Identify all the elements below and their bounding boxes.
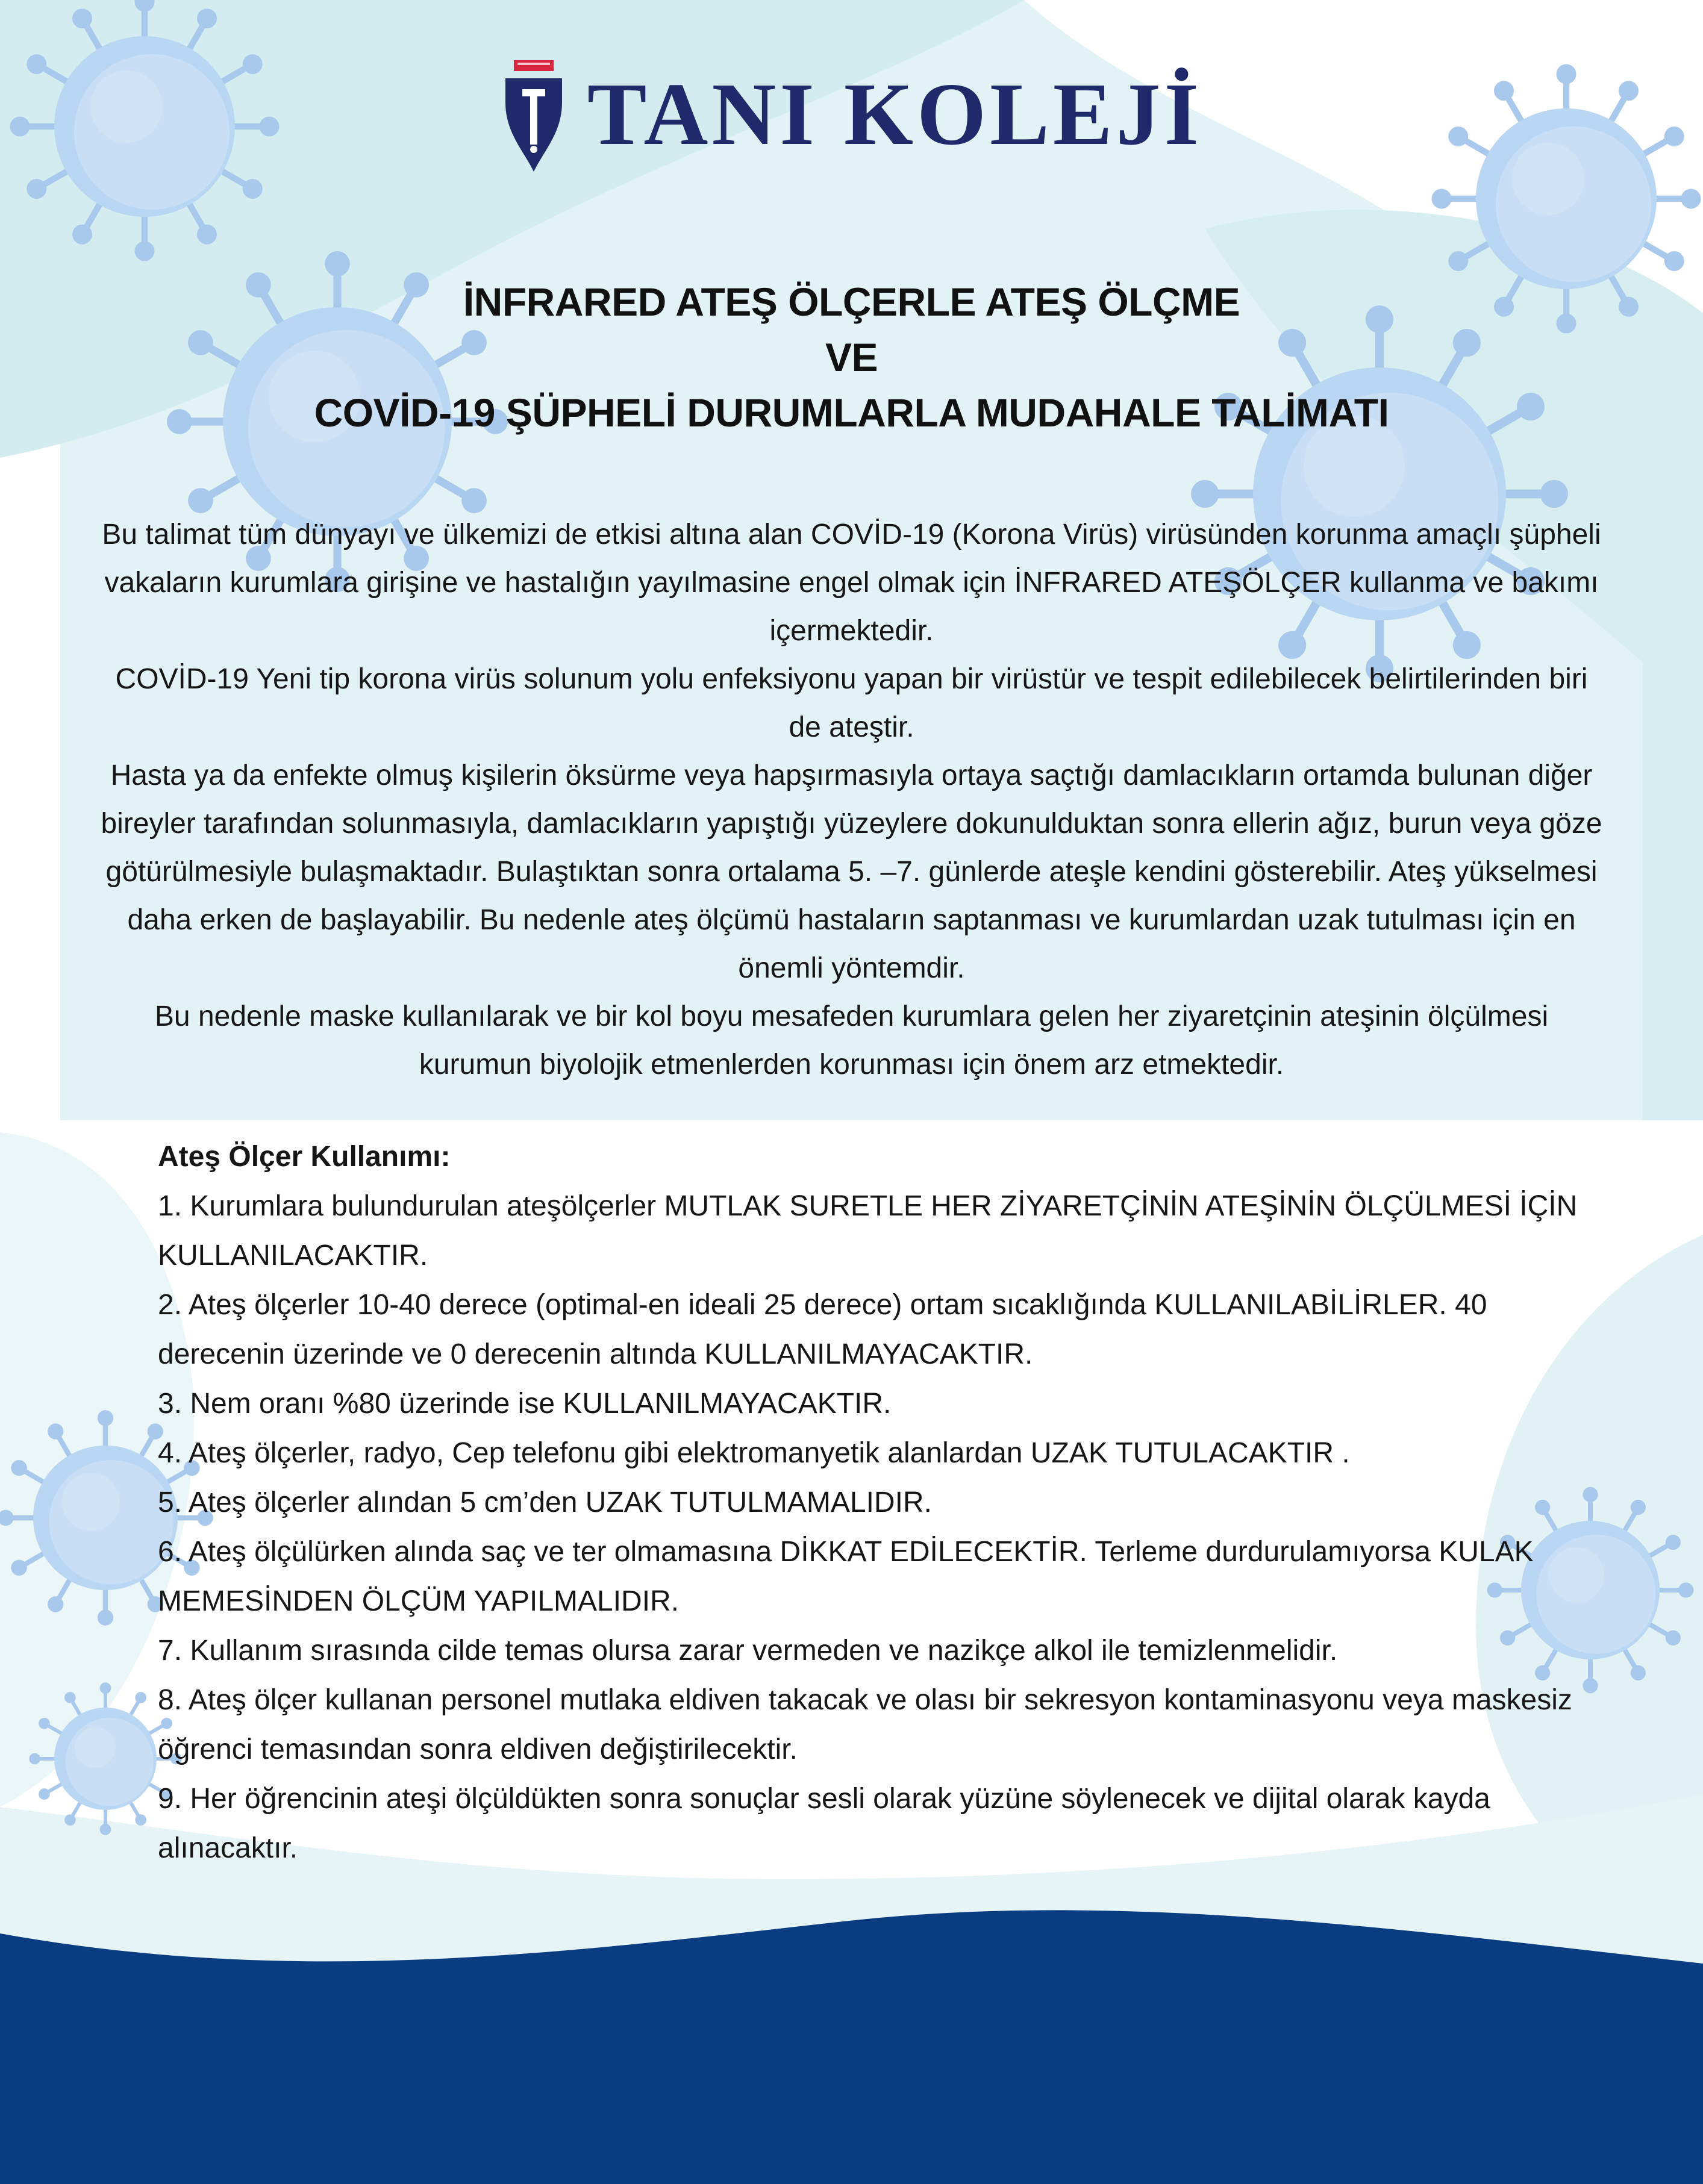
intro-text: [96, 511, 1607, 1089]
brand-name: TANI KOLEJİ: [587, 65, 1203, 164]
title-line-2: VE: [825, 335, 878, 379]
list-item: 2. Ateş ölçerler 10-40 derece (optimal-en ideali 25 derece) ortam sıcaklığında KULLANILABİLİRLER. 40 derecenin üzerinde ve 0 derecenin altında KULLANILMAYACAKTIR.: [158, 1289, 1487, 1370]
title-line-3: COVİD-19 ŞÜPHELİ DURUMLARLA MUDAHALE TALİMATI: [314, 390, 1389, 435]
title-line-1: İNFRARED ATEŞ ÖLÇERLE ATEŞ ÖLÇME: [463, 279, 1240, 324]
list-item: 1. Kurumlara bulundurulan ateşölçerler MUTLAK SURETLE HER ZİYARETÇİNİN ATEŞİNİN ÖLÇÜLMESİ İÇİN KULLANILACAKTIR.: [158, 1190, 1578, 1271]
list-item: 4. Ateş ölçerler, radyo, Cep telefonu gibi elektromanyetik alanlardan UZAK TUTULACAKTIR .: [158, 1437, 1350, 1469]
intro-paragraph: Bu talimat tüm dünyayı ve ülkemizi de etkisi altına alan COVİD-19 (Korona Virüs) virüsünden korunma amaçlı şüpheli vakaların kurumlara girişine ve hastalığın yayılmasine engel olmak için İNFRARED ATEŞÖLÇER kullanma ve bakımı içermektedir.: [102, 519, 1601, 647]
intro-paragraph: Bu nedenle maske kullanılarak ve bir kol boyu mesafeden kurumlara gelen her ziyaretçinin ateşinin ölçülmesi kurumun biyolojik etmenlerden korunması için önem arz etmektedir.: [154, 1000, 1549, 1081]
list-item: 5. Ateş ölçerler alından 5 cm’den UZAK TUTULMAMALIDIR.: [158, 1487, 932, 1518]
logo: [0, 54, 1703, 175]
fountain-pen-nib-icon: [501, 54, 567, 175]
list-item: 9. Her öğrencinin ateşi ölçüldükten sonra sonuçlar sesli olarak yüzüne söylenecek ve dijital olarak kayda alınacaktır.: [158, 1783, 1490, 1864]
usage-list: [158, 1182, 1616, 1873]
intro-paragraph: Hasta ya da enfekte olmuş kişilerin öksürme veya hapşırmasıyla ortaya saçtığı damlacıkların ortamda bulunan diğer bireyler tarafından solunmasıyla, damlacıkların yapıştığı yüzeylere dokunulduktan sonra ellerin ağız, burun veya göze götürülmesiyle bulaşmaktadır. Bulaştıktan sonra ortalama 5. –7. günlerde ateşle kendini gösterebilir. Ateş yükselmesi daha erken de başlayabilir. Bu nedenle ateş ölçümü hastaların saptanması ve kurumlardan uzak tutulması için en önemli yöntemdir.: [101, 760, 1602, 984]
usage-section: [158, 1132, 1616, 1873]
list-item: 3. Nem oranı %80 üzerinde ise KULLANILMAYACAKTIR.: [158, 1388, 892, 1420]
intro-paragraph: COVİD-19 Yeni tip korona virüs solunum yolu enfeksiyonu yapan bir virüstür ve tespit edilebilecek belirtilerinden biri de ateştir.: [115, 663, 1588, 743]
page-title: [181, 274, 1522, 440]
list-item: 6. Ateş ölçülürken alında saç ve ter olmamasına DİKKAT EDİLECEKTİR. Terleme durdurulamıyorsa KULAK MEMESİNDEN ÖLÇÜM YAPILMALIDIR.: [158, 1536, 1534, 1617]
list-item: 7. Kullanım sırasında cilde temas olursa zarar vermeden ve nazikçe alkol ile temizlenmelidir.: [158, 1635, 1338, 1667]
usage-heading: Ateş Ölçer Kullanımı:: [158, 1141, 451, 1173]
list-item: 8. Ateş ölçer kullanan personel mutlaka eldiven takacak ve olası bir sekresyon kontaminasyonu veya maskesiz öğrenci temasından sonra eldiven değiştirilecektir.: [158, 1684, 1572, 1765]
